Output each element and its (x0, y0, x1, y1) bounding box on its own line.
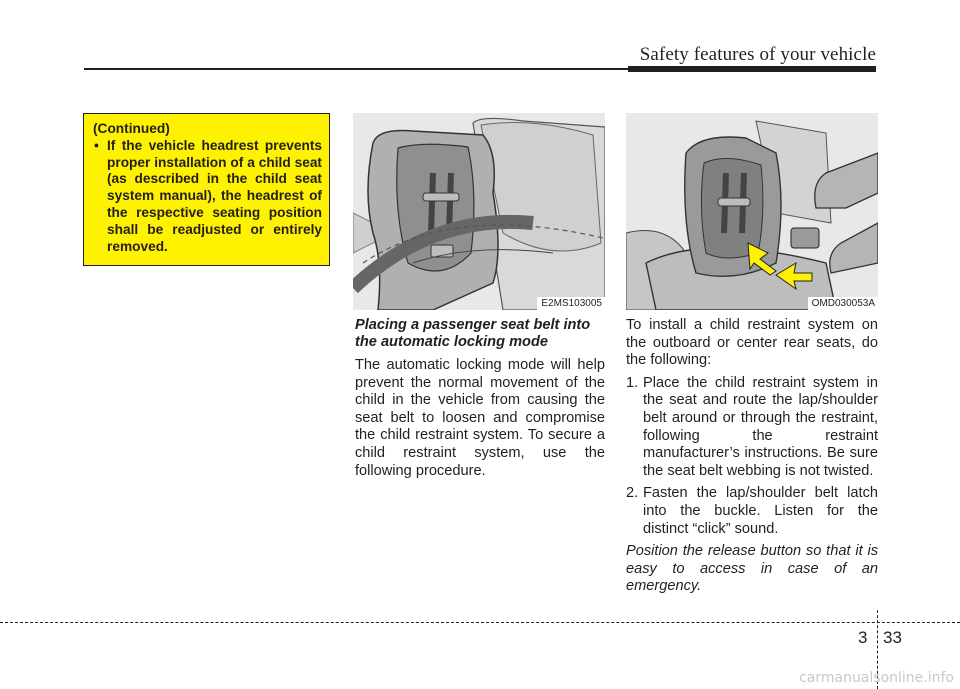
step-text: Place the child restraint system in the seat and route the lap/shoulder belt around or through the restraint, following the restraint manufacturer’s instructions. Be sure the seat belt webbing is not twisted. (643, 374, 878, 479)
continued-note-box (83, 113, 330, 266)
figure-code-1: E2MS103005 (537, 297, 605, 310)
step-number: 2. (626, 485, 639, 502)
footer-rule (0, 622, 960, 623)
step-text: Fasten the lap/shoulder belt latch into the buckle. Listen for the distinct “click” sound. (643, 485, 878, 537)
release-button-note: Position the release button so that it is easy to access in case of an emergency. (626, 543, 878, 595)
child-seat-illustration-icon (353, 113, 605, 310)
note-continued-label: (Continued) (93, 121, 170, 136)
child-seat-buckle-illustration-icon (626, 113, 878, 310)
figure-child-seat-buckle (626, 113, 878, 310)
step-number: 1. (626, 374, 639, 391)
instruction-step (626, 485, 878, 538)
figure-code-2: OMD030053A (808, 297, 878, 310)
note-bullet (93, 138, 322, 256)
header-rule-accent (628, 66, 876, 72)
page-number: 33 (883, 628, 902, 647)
watermark: carmanualsonline.info (799, 670, 954, 686)
section-body: The automatic locking mode will help prevent the normal movement of the child in the vehicle from causing the seat belt to loosen and compromise the child restraint system. To secure a child restraint system, use the following procedure. (355, 357, 605, 479)
instructions-intro: To install a child restraint system on the outboard or center rear seats, do the following: (626, 317, 878, 369)
chapter-number: 3 (858, 628, 868, 647)
automatic-locking-section (355, 317, 605, 480)
running-header: Safety features of your vehicle (639, 44, 876, 65)
bullet-icon: • (94, 137, 99, 153)
section-subheading: Placing a passenger seat belt into the automatic locking mode (355, 317, 591, 350)
install-instructions (626, 317, 878, 611)
instruction-step (626, 375, 878, 481)
figure-child-seat (353, 113, 605, 310)
note-bullet-text: If the vehicle headrest prevents proper installation of a child seat (as described in the child seat system manual), the headrest of the respective seating position shall be readjusted or entirely removed. (107, 137, 322, 254)
